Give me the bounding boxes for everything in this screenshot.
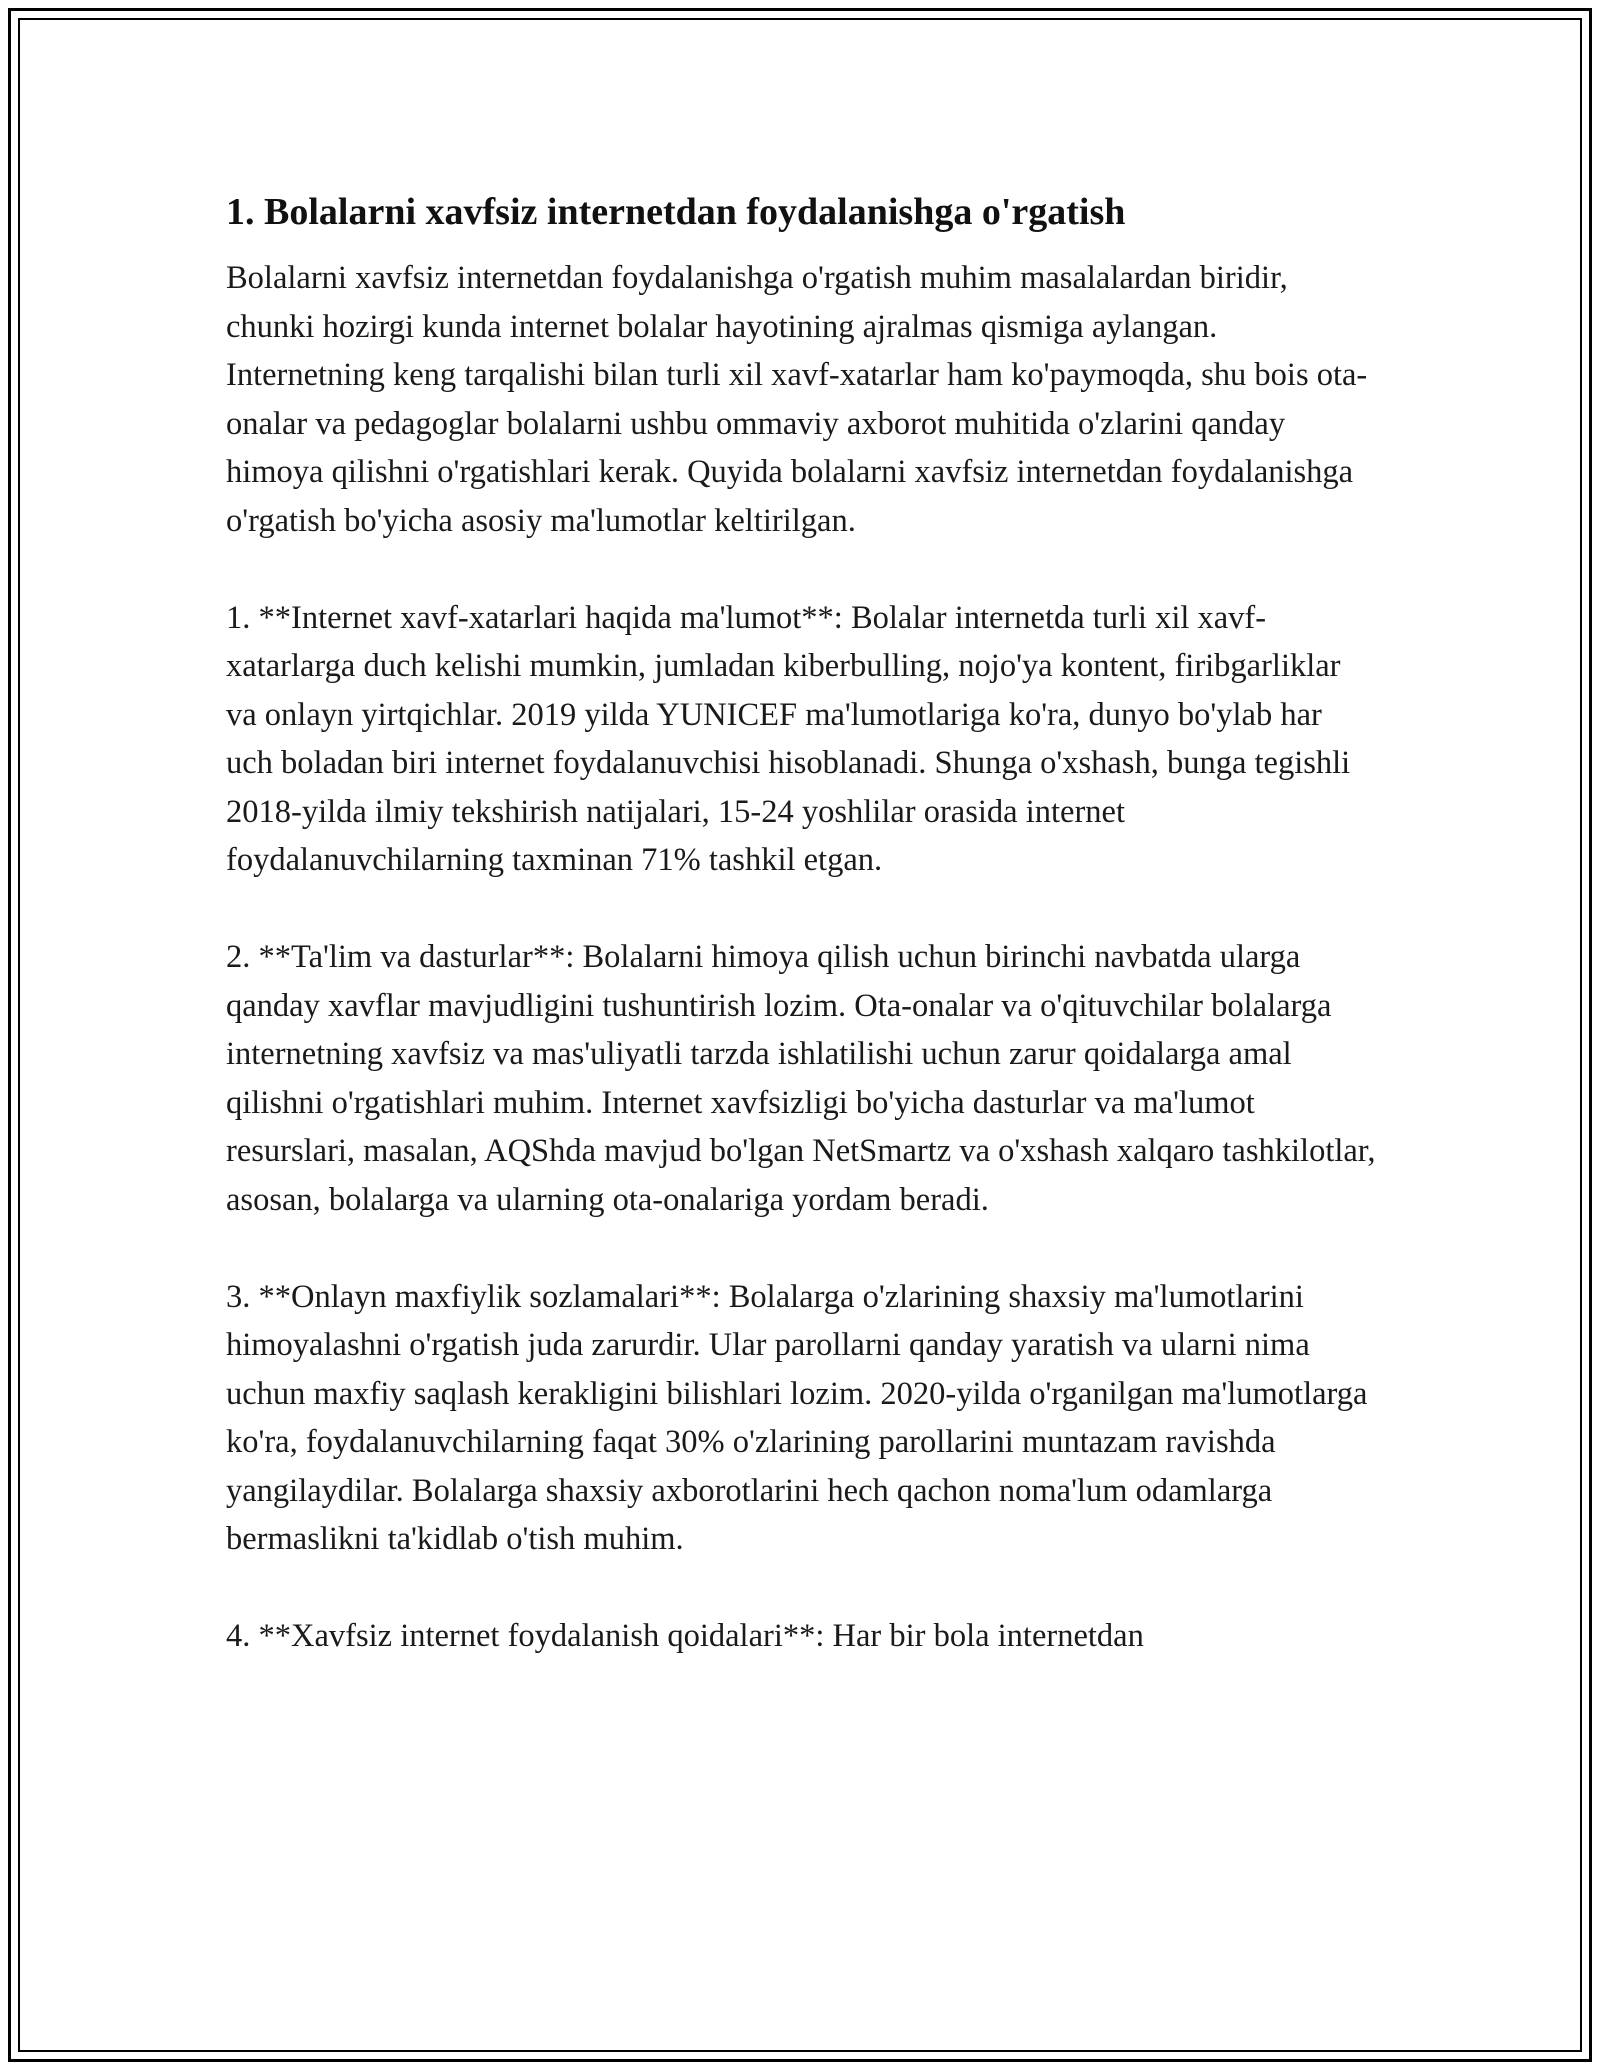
document-body — [226, 186, 1376, 1709]
paragraph-education-programs: 2. **Ta'lim va dasturlar**: Bolalarni himoya qilish uchun birinchi navbatda ularga qanday xavflar mavjudligini tushuntirish lozim. Ota-onalar va o'qituvchilar bolalarga internetning xavfsiz va mas'uliyatli tarzda ishlatilishi uchun zarur qoidalarga amal qilishni o'rgatishlari muhim. Internet xavfsizligi bo'yicha dasturlar va ma'lumot resurslari, masalan, AQShda mavjud bo'lgan NetSmartz va o'xshash xalqaro tashkilotlar, asosan, bolalarga va ularning ota-onalariga yordam beradi. — [226, 939, 1376, 1218]
paragraph-internet-risks: 1. **Internet xavf-xatarlari haqida ma'lumot**: Bolalar internetda turli xil xavf-xatarlarga duch kelishi mumkin, jumladan kiberbulling, nojo'ya kontent, firibgarliklar va onlayn yirtqichlar. 2019 yilda YUNICEF ma'lumotlariga ko'ra, dunyo bo'ylab har uch boladan biri internet foydalanuvchisi hisoblanadi. Shunga o'xshash, bunga tegishli 2018-yilda ilmiy tekshirish natijalari, 15-24 yoshlilar orasida internet foydalanuvchilarning taxminan 71% tashkil etgan. — [226, 599, 1351, 878]
paragraph-privacy-settings: 3. **Onlayn maxfiylik sozlamalari**: Bolalarga o'zlarining shaxsiy ma'lumotlarini himoyalashni o'rgatish juda zarurdir. Ular parollarni qanday yaratish va ularni nima uchun maxfiy saqlash kerakligini bilishlari lozim. 2020-yilda o'rganilgan ma'lumotlarga ko'ra, foydalanuvchilarning faqat 30% o'zlarining parollarini muntazam ravishda yangilaydilar. Bolalarga shaxsiy axborotlarini hech qachon noma'lum odamlarga bermaslikni ta'kidlab o'tish muhim. — [226, 1278, 1368, 1557]
paragraph-safe-usage-rules: 4. **Xavfsiz internet foydalanish qoidalari**: Har bir bola internetdan — [226, 1618, 1144, 1654]
page-title: 1. Bolalarni xavfsiz internetdan foydalanishga o'rgatish — [226, 191, 1126, 233]
intro-paragraph: Bolalarni xavfsiz internetdan foydalanishga o'rgatish muhim masalalardan biridir, chunki hozirgi kunda internet bolalar hayotining ajralmas qismiga aylangan. Internetning keng tarqalishi bilan turli xil xavf-xatarlar ham ko'paymoqda, shu bois ota-onalar va pedagoglar bolalarni ushbu ommaviy axborot muhitida o'zlarini qanday himoya qilishni o'rgatishlari kerak. Quyida bolalarni xavfsiz internetdan foydalanishga o'rgatish bo'yicha asosiy ma'lumotlar keltirilgan. — [226, 260, 1368, 539]
